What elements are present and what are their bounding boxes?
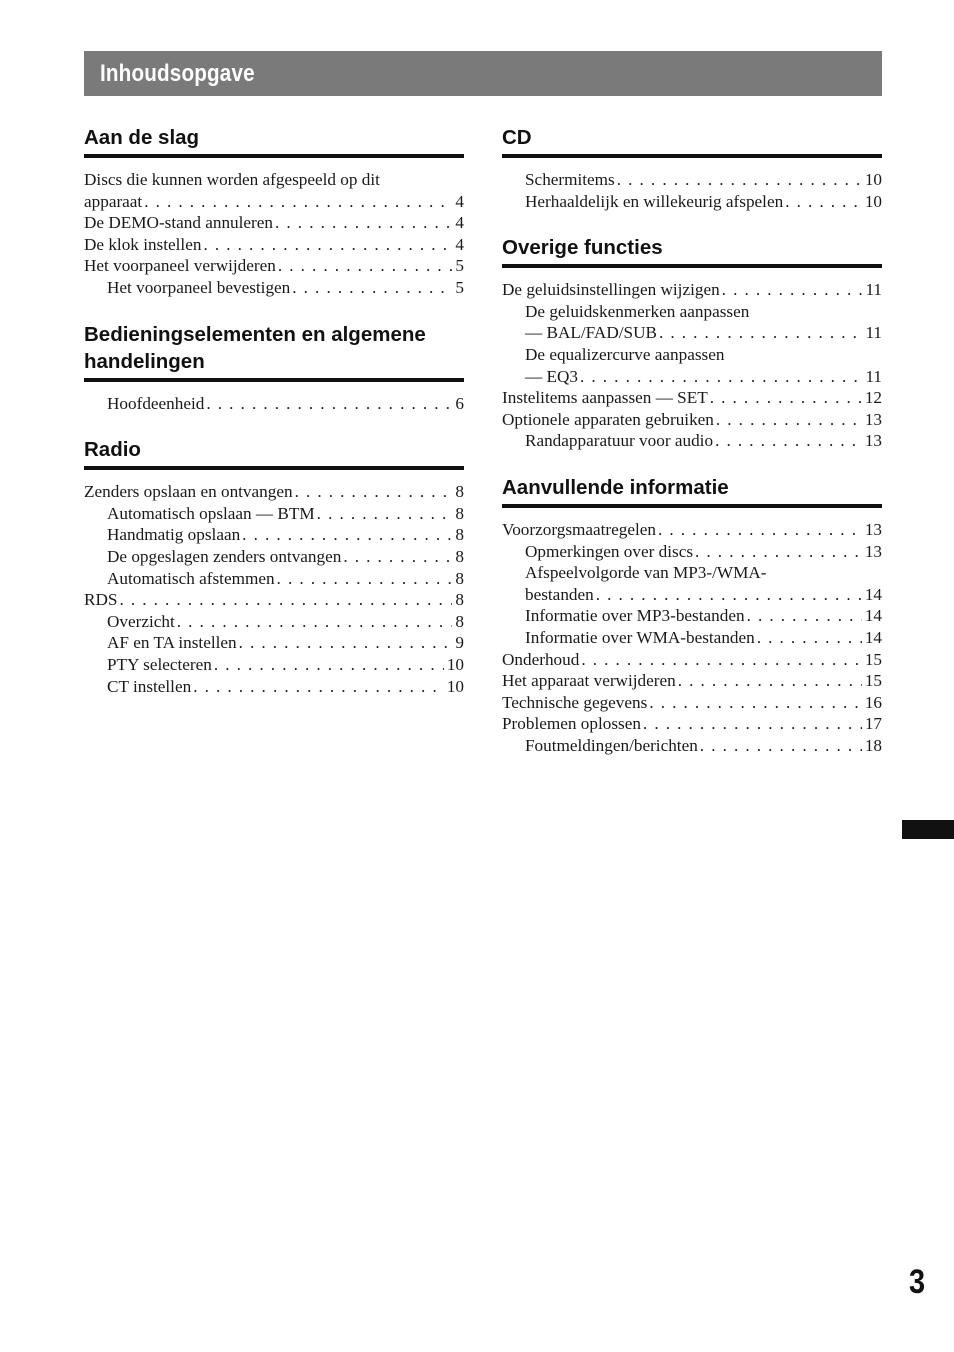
- page-ref: 10: [446, 676, 464, 696]
- leader-dots: [275, 212, 452, 234]
- leader-dots: [700, 735, 862, 757]
- toc-entry[interactable]: apparaat . . . 4: [84, 191, 464, 213]
- page-title-bar: [84, 51, 882, 96]
- page-ref: 18: [864, 735, 882, 755]
- leader-dots: [659, 322, 862, 344]
- toc-entry[interactable]: Het voorpaneel bevestigen . . . 5: [84, 277, 464, 299]
- toc-entry[interactable]: De DEMO-stand annuleren . . . 4: [84, 212, 464, 234]
- toc-entry[interactable]: Opmerkingen over discs . . . 13: [502, 541, 882, 563]
- toc-entry[interactable]: Hoofdeenheid . . . 6: [84, 393, 464, 415]
- leader-dots: [206, 393, 452, 415]
- leader-dots: [580, 366, 862, 388]
- toc-entry[interactable]: De klok instellen . . . 4: [84, 234, 464, 256]
- page-ref: 11: [865, 280, 882, 300]
- toc-entry[interactable]: Instelitems aanpassen — SET . . . 12: [502, 387, 882, 409]
- toc-entry[interactable]: Technische gegevens . . . 16: [502, 692, 882, 714]
- page-ref: 4: [455, 191, 464, 211]
- page-ref: 14: [864, 627, 882, 647]
- leader-dots: [193, 676, 444, 698]
- leader-dots: [203, 234, 452, 256]
- leader-dots: [715, 430, 862, 452]
- toc-entry[interactable]: Het apparaat verwijderen . . . 15: [502, 670, 882, 692]
- section-heading: Radio: [84, 438, 141, 462]
- leader-dots: [239, 632, 453, 654]
- page-ref: 8: [455, 525, 464, 545]
- section-heading: Bedieningselementen en algemene handelingen: [84, 322, 426, 373]
- section-heading: CD: [502, 126, 532, 149]
- toc-entry[interactable]: CT instellen . . . 10: [84, 676, 464, 698]
- toc-entry[interactable]: Automatisch opslaan — BTM . . . 8: [84, 503, 464, 525]
- page-number: 3: [908, 1263, 926, 1301]
- toc-entry[interactable]: Optionele apparaten gebruiken . . . 13: [502, 409, 882, 431]
- toc-entry[interactable]: — EQ3 . . . 11: [502, 366, 882, 388]
- section-heading: Aanvullende informatie: [502, 475, 729, 499]
- leader-dots: [343, 546, 452, 568]
- page-ref: 10: [446, 654, 464, 674]
- toc-entry[interactable]: Schermitems . . . 10: [502, 169, 882, 191]
- toc-column-left: [84, 124, 464, 719]
- page-title: Inhoudsopgave: [100, 59, 255, 87]
- toc-entry[interactable]: Overzicht . . . 8: [84, 611, 464, 633]
- toc-entry[interactable]: Zenders opslaan en ontvangen . . . 8: [84, 481, 464, 503]
- leader-dots: [678, 670, 862, 692]
- section-heading: Aan de slag: [84, 126, 200, 149]
- page-ref: 4: [455, 213, 464, 233]
- page-ref: 8: [455, 546, 464, 566]
- leader-dots: [214, 654, 444, 676]
- toc-entry[interactable]: Informatie over MP3-bestanden . . . 14: [502, 605, 882, 627]
- section-rule: [502, 504, 882, 508]
- page-ref: 5: [455, 277, 464, 297]
- toc-section-aan-de-slag: [84, 124, 464, 299]
- toc-entry: De equalizercurve aanpassen: [525, 344, 725, 364]
- page-ref: 14: [864, 584, 882, 604]
- leader-dots: [292, 277, 452, 299]
- page-ref: 8: [455, 611, 464, 631]
- page-ref: 17: [864, 714, 882, 734]
- toc-entry[interactable]: De geluidsinstellingen wijzigen . . . 11: [502, 279, 882, 301]
- toc-entry[interactable]: Het voorpaneel verwijderen . . . 5: [84, 255, 464, 277]
- section-heading: Overige functies: [502, 236, 663, 260]
- page-ref: 5: [455, 256, 464, 276]
- page-ref: 16: [864, 692, 882, 712]
- language-tab-marker: [902, 820, 954, 839]
- toc-section-radio: [84, 436, 464, 697]
- page-ref: 10: [864, 170, 882, 189]
- leader-dots: [581, 649, 861, 671]
- toc-entry[interactable]: RDS . . . 8: [84, 589, 464, 611]
- toc-section-bediening: [84, 321, 464, 415]
- section-rule: [84, 154, 464, 158]
- leader-dots: [317, 503, 453, 525]
- toc-section-aanvullende-informatie: [502, 474, 882, 757]
- toc-entry: Afspeelvolgorde van MP3-/WMA-: [525, 563, 767, 583]
- page-ref: 15: [864, 649, 882, 669]
- leader-dots: [649, 692, 862, 714]
- page-ref: 13: [864, 541, 882, 561]
- section-rule: [84, 466, 464, 470]
- toc-entry[interactable]: Handmatig opslaan . . . 8: [84, 524, 464, 546]
- page-ref: 4: [455, 234, 464, 254]
- leader-dots: [658, 519, 862, 541]
- leader-dots: [278, 255, 453, 277]
- toc-entry[interactable]: bestanden . . . 14: [502, 584, 882, 606]
- toc-entry: Discs die kunnen worden afgespeeld op dit: [84, 170, 380, 189]
- toc-column-right: [502, 124, 882, 778]
- page-ref: 10: [864, 191, 882, 211]
- leader-dots: [617, 169, 862, 191]
- page-ref: 8: [455, 590, 464, 610]
- toc-entry[interactable]: Foutmeldingen/berichten . . . 18: [502, 735, 882, 757]
- page-ref: 14: [864, 606, 882, 626]
- leader-dots: [119, 589, 452, 611]
- section-rule: [502, 264, 882, 268]
- leader-dots: [710, 387, 862, 409]
- toc-entry[interactable]: Automatisch afstemmen . . . 8: [84, 568, 464, 590]
- toc-entry[interactable]: Herhaaldelijk en willekeurig afspelen . . . 10: [502, 191, 882, 213]
- leader-dots: [144, 191, 452, 213]
- toc-entry[interactable]: Problemen oplossen . . . 17: [502, 713, 882, 735]
- toc-section-cd: [502, 124, 882, 212]
- leader-dots: [277, 568, 453, 590]
- page-ref: 13: [864, 431, 882, 451]
- leader-dots: [695, 541, 862, 563]
- leader-dots: [785, 191, 862, 213]
- page-ref: 6: [455, 393, 464, 413]
- leader-dots: [716, 409, 862, 431]
- leader-dots: [757, 627, 862, 649]
- page-ref: 13: [864, 409, 882, 429]
- toc-entry[interactable]: Informatie over WMA-bestanden . . . 14: [502, 627, 882, 649]
- leader-dots: [722, 279, 863, 301]
- toc-entry: De geluidskenmerken aanpassen: [525, 301, 750, 321]
- page-ref: 8: [455, 568, 464, 588]
- leader-dots: [242, 524, 452, 546]
- toc-entry[interactable]: De opgeslagen zenders ontvangen . . . 8: [84, 546, 464, 568]
- leader-dots: [295, 481, 453, 503]
- page-ref: 11: [865, 323, 882, 343]
- section-rule: [502, 154, 882, 158]
- leader-dots: [643, 713, 862, 735]
- leader-dots: [747, 605, 862, 627]
- toc-section-overige-functies: [502, 234, 882, 452]
- leader-dots: [596, 584, 862, 606]
- leader-dots: [177, 611, 453, 633]
- toc-entry[interactable]: — BAL/FAD/SUB . . . 11: [502, 322, 882, 344]
- section-rule: [84, 378, 464, 382]
- page-ref: 12: [864, 388, 882, 408]
- page-ref: 11: [865, 366, 882, 386]
- page-ref: 8: [455, 482, 464, 502]
- toc-entry[interactable]: Voorzorgsmaatregelen . . . 13: [502, 519, 882, 541]
- page-ref: 13: [864, 519, 882, 539]
- toc-entry[interactable]: Randapparatuur voor audio . . . 13: [502, 430, 882, 452]
- page-ref: 8: [455, 503, 464, 523]
- toc-entry[interactable]: Onderhoud . . . 15: [502, 649, 882, 671]
- page-ref: 9: [455, 633, 464, 653]
- toc-entry[interactable]: PTY selecteren . . . 10: [84, 654, 464, 676]
- page-ref: 15: [864, 671, 882, 691]
- toc-entry[interactable]: AF en TA instellen . . . 9: [84, 632, 464, 654]
